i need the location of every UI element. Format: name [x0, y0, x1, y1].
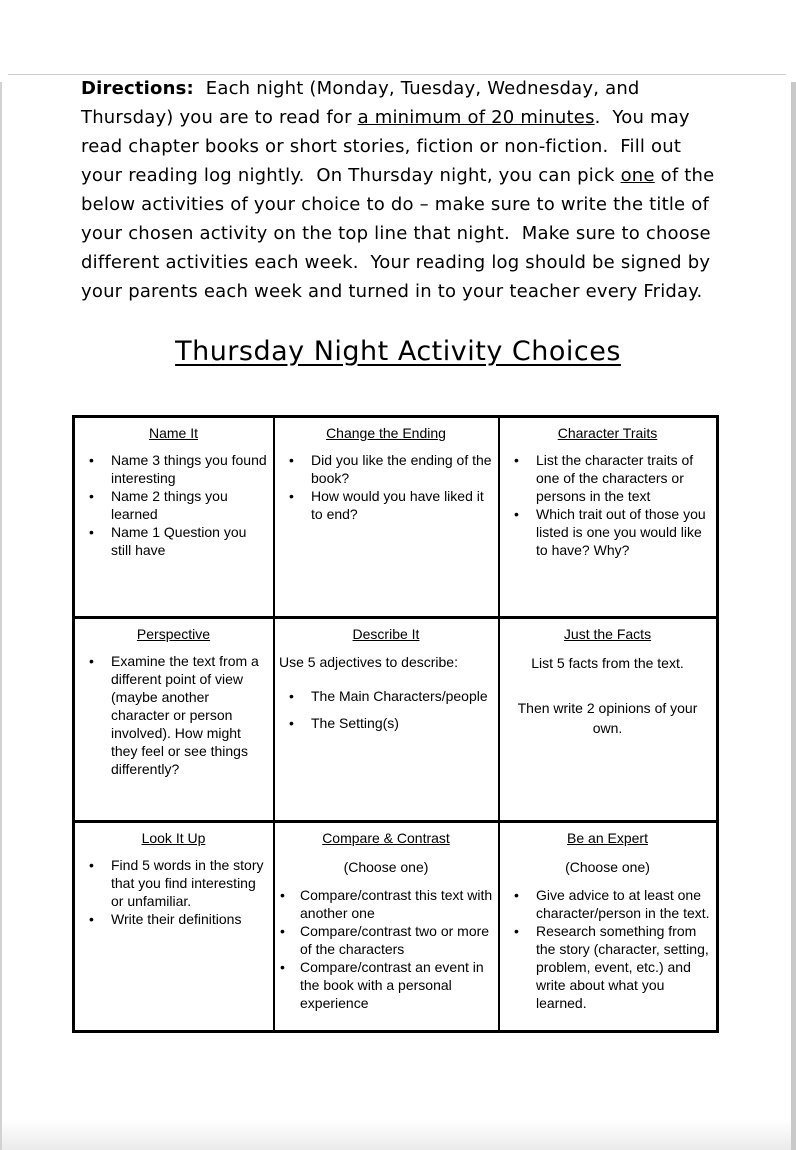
bullet-item-text: Name 1 Question you still have: [111, 524, 247, 558]
bullet-list-item: [277, 958, 495, 1012]
bullet-list: [77, 652, 270, 778]
bullet-item-text: Did you like the ending of the book?: [311, 452, 492, 486]
bullet-item-text: Find 5 words in the story that you find interesting or unfamiliar.: [111, 857, 264, 909]
bullet-icon: •: [514, 506, 519, 522]
bullet-list: [277, 683, 495, 737]
bullet-icon: •: [89, 524, 94, 540]
cell-paragraph: (Choose one): [565, 859, 650, 875]
activity-header-character-traits: Character Traits: [557, 425, 658, 441]
bullet-item-text: Compare/contrast two or more of the characters: [300, 923, 490, 957]
directions-segment: Each night (Monday, Tuesday, Wednesday, and Thursday) you are to read for: [81, 78, 646, 128]
cell-paragraph: (Choose one): [343, 859, 429, 875]
bullet-icon: •: [289, 715, 294, 731]
bullet-list-item: [502, 922, 713, 1012]
bullet-item-text: Which trait out of those you listed is one you would like to have? Why?: [536, 506, 706, 558]
directions-paragraph: [81, 74, 726, 306]
cell-paragraph: Then write 2 opinions of your own.: [517, 700, 698, 736]
page-edge-left: [0, 82, 2, 1150]
page-edge-top: [8, 74, 786, 75]
activity-header-compare-contrast: Compare & Contrast: [322, 830, 450, 846]
activity-choices-table: [72, 415, 719, 1033]
bullet-list-item: [277, 683, 495, 710]
bullet-list-item: [277, 922, 495, 958]
activity-header-be-an-expert: Be an Expert: [567, 830, 648, 846]
bullet-item-text: List the character traits of one of the characters or persons in the text: [536, 452, 694, 504]
bullet-list-item: [277, 710, 495, 737]
bullet-list-item: [77, 652, 270, 778]
bullet-item-text: The Setting(s): [311, 715, 399, 731]
bullet-list-item: [502, 505, 713, 559]
activity-cell-change-the-ending: [275, 418, 500, 619]
activity-header-change-the-ending: Change the Ending: [326, 425, 446, 441]
bullet-icon: •: [89, 452, 94, 468]
bullet-list-item: [277, 886, 495, 922]
bullet-item-text: Name 3 things you found interesting: [111, 452, 267, 486]
bullet-item-text: How would you have liked it to end?: [311, 488, 484, 522]
bullet-icon: •: [289, 452, 294, 468]
bullet-item-text: The Main Characters/people: [311, 688, 488, 704]
bullet-list: [502, 451, 713, 559]
bullet-list: [277, 886, 495, 1012]
bullet-icon: •: [514, 452, 519, 468]
bullet-item-text: Write their definitions: [111, 911, 242, 927]
directions-segment: of the below activities of your choice to do – make sure to write the title of your chosen activity on the top line that night. Make sure to choose different activities each week. Your reading log should be signed by your parents each week and turned in to your teacher every Friday.: [81, 165, 721, 302]
cell-paragraph: Use 5 adjectives to describe:: [279, 654, 458, 670]
directions-underlined-phrase: one: [620, 165, 655, 186]
activity-header-describe-it: Describe It: [352, 626, 420, 642]
bullet-list-item: [77, 523, 270, 559]
directions-label: Directions:: [81, 78, 194, 99]
activity-cell-character-traits: [500, 418, 716, 619]
bullet-list-item: [502, 451, 713, 505]
page-title: Thursday Night Activity Choices: [175, 336, 621, 367]
bullet-item-text: Give advice to at least one character/person in the text.: [536, 887, 710, 921]
directions-text: [81, 78, 720, 302]
bullet-list: [277, 451, 495, 523]
activity-header-just-the-facts: Just the Facts: [563, 626, 652, 642]
bullet-icon: •: [514, 923, 519, 939]
bullet-list-item: [277, 451, 495, 487]
bullet-icon: •: [89, 488, 94, 504]
activity-header-look-it-up: Look It Up: [141, 830, 206, 846]
bullet-icon: •: [89, 857, 94, 873]
bullet-icon: •: [280, 923, 285, 939]
bullet-list-item: [77, 487, 270, 523]
activity-cell-describe-it: [275, 619, 500, 823]
bullet-list: [502, 886, 713, 1012]
bullet-icon: •: [514, 887, 519, 903]
bullet-list-item: [502, 886, 713, 922]
activity-cell-be-an-expert: [500, 823, 716, 1030]
bullet-icon: •: [89, 911, 94, 927]
activity-cell-name-it: [75, 418, 275, 619]
activity-cell-look-it-up: [75, 823, 275, 1030]
directions-segment: . You may read chapter books or short stories, fiction or non-fiction. Fill out your reading log nightly. On Thursday night, you can pick: [81, 107, 696, 186]
bullet-icon: •: [289, 688, 294, 704]
bullet-list-item: [277, 487, 495, 523]
bullet-list-item: [77, 451, 270, 487]
bullet-list-item: [77, 910, 270, 928]
cell-paragraph: List 5 facts from the text.: [531, 655, 684, 671]
bullet-item-text: Compare/contrast this text with another one: [300, 887, 493, 921]
activity-cell-perspective: [75, 619, 275, 823]
bullet-item-text: Compare/contrast an event in the book with a personal experience: [300, 959, 484, 1011]
activity-header-name-it: Name It: [148, 425, 198, 441]
cell-spacer: [502, 673, 713, 688]
bullet-list-item: [77, 856, 270, 910]
bullet-item-text: Research something from the story (character, setting, problem, event, etc.) and write about what you learned.: [536, 923, 709, 1011]
activity-cell-compare-contrast: [275, 823, 500, 1030]
bullet-icon: •: [289, 488, 294, 504]
bullet-icon: •: [280, 887, 285, 903]
page-edge-right: [791, 82, 796, 1150]
bullet-list: [77, 856, 270, 928]
bullet-icon: •: [280, 959, 285, 975]
bullet-icon: •: [89, 653, 94, 669]
page-bottom-shadow: [2, 1120, 791, 1150]
bullet-item-text: Name 2 things you learned: [111, 488, 228, 522]
activity-cell-just-the-facts: [500, 619, 716, 823]
bullet-item-text: Examine the text from a different point of view (maybe another character or person involved). How might they feel or see things differently?: [111, 653, 259, 777]
directions-underlined-phrase: a minimum of 20 minutes: [357, 107, 595, 128]
bullet-list: [77, 451, 270, 559]
activity-header-perspective: Perspective: [136, 626, 211, 642]
